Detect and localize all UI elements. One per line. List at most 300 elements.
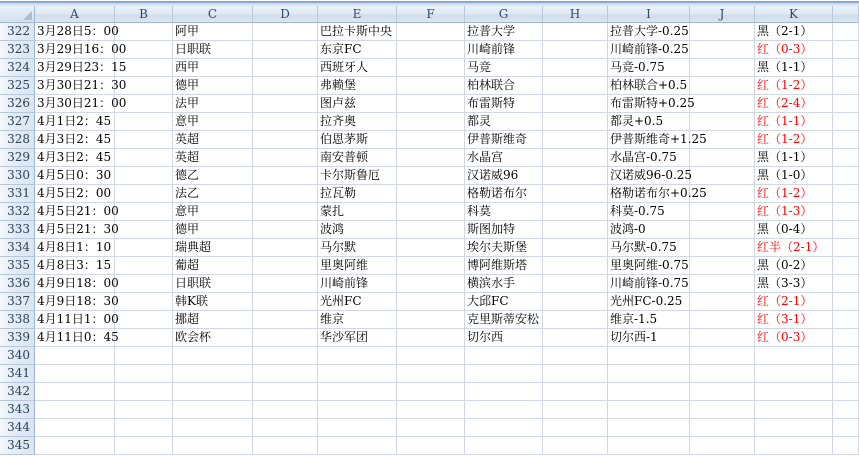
cell-H329[interactable] bbox=[543, 149, 608, 167]
cell-I332[interactable]: 科莫-0.75 bbox=[608, 203, 690, 221]
cell-I329[interactable]: 水晶宫-0.75 bbox=[608, 149, 690, 167]
cell-F322[interactable] bbox=[397, 23, 465, 41]
cell-E331[interactable]: 拉瓦勒 bbox=[318, 185, 397, 203]
cell-G327[interactable]: 都灵 bbox=[465, 113, 543, 131]
cell-partial343[interactable] bbox=[833, 401, 859, 419]
cell-A329[interactable]: 4月3日2：45 bbox=[35, 149, 115, 167]
cell-A327[interactable]: 4月1日2：45 bbox=[35, 113, 115, 131]
cell-G330[interactable]: 汉诺威96 bbox=[465, 167, 543, 185]
cell-H335[interactable] bbox=[543, 257, 608, 275]
cell-K326[interactable]: 红（2-4） bbox=[755, 95, 833, 113]
cell-J337[interactable] bbox=[690, 293, 755, 311]
cell-B328[interactable] bbox=[115, 131, 173, 149]
cell-partial333[interactable] bbox=[833, 221, 859, 239]
cell-I333[interactable]: 波鸿-0 bbox=[608, 221, 690, 239]
row-header-326[interactable]: 326 bbox=[0, 95, 35, 113]
column-header-J[interactable]: J bbox=[690, 6, 755, 23]
cell-I338[interactable]: 维京-1.5 bbox=[608, 311, 690, 329]
cell-F336[interactable] bbox=[397, 275, 465, 293]
cell-partial345[interactable] bbox=[833, 437, 859, 455]
cell-J339[interactable] bbox=[690, 329, 755, 347]
cell-F335[interactable] bbox=[397, 257, 465, 275]
row-header-344[interactable]: 344 bbox=[0, 419, 35, 437]
cell-G335[interactable]: 博阿维斯塔 bbox=[465, 257, 543, 275]
cell-H322[interactable] bbox=[543, 23, 608, 41]
cell-partial331[interactable] bbox=[833, 185, 859, 203]
cell-C329[interactable]: 英超 bbox=[173, 149, 253, 167]
cell-D328[interactable] bbox=[253, 131, 318, 149]
cell-partial341[interactable] bbox=[833, 365, 859, 383]
cell-H323[interactable] bbox=[543, 41, 608, 59]
row-header-327[interactable]: 327 bbox=[0, 113, 35, 131]
cell-H325[interactable] bbox=[543, 77, 608, 95]
cell-I326[interactable]: 布雷斯特+0.25 bbox=[608, 95, 690, 113]
cell-K340[interactable] bbox=[755, 347, 833, 365]
cell-G323[interactable]: 川崎前锋 bbox=[465, 41, 543, 59]
cell-F331[interactable] bbox=[397, 185, 465, 203]
cell-C345[interactable] bbox=[173, 437, 253, 455]
row-header-324[interactable]: 324 bbox=[0, 59, 35, 77]
cell-H334[interactable] bbox=[543, 239, 608, 257]
cell-F340[interactable] bbox=[397, 347, 465, 365]
row-header-341[interactable]: 341 bbox=[0, 365, 35, 383]
cell-partial324[interactable] bbox=[833, 59, 859, 77]
cell-partial335[interactable] bbox=[833, 257, 859, 275]
cell-A323[interactable]: 3月29日16：00 bbox=[35, 41, 115, 59]
row-header-330[interactable]: 330 bbox=[0, 167, 35, 185]
row-header-334[interactable]: 334 bbox=[0, 239, 35, 257]
cell-E345[interactable] bbox=[318, 437, 397, 455]
cell-E327[interactable]: 拉齐奥 bbox=[318, 113, 397, 131]
select-all-corner[interactable] bbox=[0, 6, 35, 23]
cell-D334[interactable] bbox=[253, 239, 318, 257]
cell-D343[interactable] bbox=[253, 401, 318, 419]
cell-J323[interactable] bbox=[690, 41, 755, 59]
cell-J332[interactable] bbox=[690, 203, 755, 221]
cell-E342[interactable] bbox=[318, 383, 397, 401]
cell-H338[interactable] bbox=[543, 311, 608, 329]
cell-E324[interactable]: 西班牙人 bbox=[318, 59, 397, 77]
cell-C326[interactable]: 法甲 bbox=[173, 95, 253, 113]
cell-F337[interactable] bbox=[397, 293, 465, 311]
cell-J322[interactable] bbox=[690, 23, 755, 41]
cell-E343[interactable] bbox=[318, 401, 397, 419]
column-header-D[interactable]: D bbox=[253, 6, 318, 23]
cell-F345[interactable] bbox=[397, 437, 465, 455]
cell-G338[interactable]: 克里斯蒂安松 bbox=[465, 311, 543, 329]
cell-G329[interactable]: 水晶宫 bbox=[465, 149, 543, 167]
cell-partial323[interactable] bbox=[833, 41, 859, 59]
cell-J330[interactable] bbox=[690, 167, 755, 185]
cell-E338[interactable]: 维京 bbox=[318, 311, 397, 329]
cell-partial344[interactable] bbox=[833, 419, 859, 437]
cell-J344[interactable] bbox=[690, 419, 755, 437]
cell-A339[interactable]: 4月11日0：45 bbox=[35, 329, 115, 347]
cell-partial328[interactable] bbox=[833, 131, 859, 149]
row-header-322[interactable]: 322 bbox=[0, 23, 35, 41]
cell-partial330[interactable] bbox=[833, 167, 859, 185]
cell-K338[interactable]: 红（3-1） bbox=[755, 311, 833, 329]
cell-J341[interactable] bbox=[690, 365, 755, 383]
cell-partial336[interactable] bbox=[833, 275, 859, 293]
cell-F344[interactable] bbox=[397, 419, 465, 437]
cell-K325[interactable]: 红（1-2） bbox=[755, 77, 833, 95]
row-header-338[interactable]: 338 bbox=[0, 311, 35, 329]
cell-A337[interactable]: 4月9日18：30 bbox=[35, 293, 115, 311]
cell-C341[interactable] bbox=[173, 365, 253, 383]
cell-H336[interactable] bbox=[543, 275, 608, 293]
cell-B345[interactable] bbox=[115, 437, 173, 455]
cell-B330[interactable] bbox=[115, 167, 173, 185]
cell-H337[interactable] bbox=[543, 293, 608, 311]
cell-K331[interactable]: 红（1-2） bbox=[755, 185, 833, 203]
cell-A341[interactable] bbox=[35, 365, 115, 383]
cell-G344[interactable] bbox=[465, 419, 543, 437]
cell-B344[interactable] bbox=[115, 419, 173, 437]
cell-I334[interactable]: 马尔默-0.75 bbox=[608, 239, 690, 257]
cell-B329[interactable] bbox=[115, 149, 173, 167]
cell-E341[interactable] bbox=[318, 365, 397, 383]
cell-I342[interactable] bbox=[608, 383, 690, 401]
cell-B333[interactable] bbox=[115, 221, 173, 239]
cell-E325[interactable]: 弗赖堡 bbox=[318, 77, 397, 95]
cell-A342[interactable] bbox=[35, 383, 115, 401]
cell-C332[interactable]: 意甲 bbox=[173, 203, 253, 221]
cell-K335[interactable]: 黑（0-2） bbox=[755, 257, 833, 275]
cell-B334[interactable] bbox=[115, 239, 173, 257]
row-header-339[interactable]: 339 bbox=[0, 329, 35, 347]
cell-C328[interactable]: 英超 bbox=[173, 131, 253, 149]
cell-D338[interactable] bbox=[253, 311, 318, 329]
cell-F332[interactable] bbox=[397, 203, 465, 221]
cell-G331[interactable]: 格勒诺布尔 bbox=[465, 185, 543, 203]
cell-A344[interactable] bbox=[35, 419, 115, 437]
cell-A332[interactable]: 4月5日21：00 bbox=[35, 203, 115, 221]
cell-J333[interactable] bbox=[690, 221, 755, 239]
cell-B339[interactable] bbox=[115, 329, 173, 347]
cell-G341[interactable] bbox=[465, 365, 543, 383]
cell-A330[interactable]: 4月5日0：30 bbox=[35, 167, 115, 185]
cell-B336[interactable] bbox=[115, 275, 173, 293]
cell-F326[interactable] bbox=[397, 95, 465, 113]
cell-E336[interactable]: 川崎前锋 bbox=[318, 275, 397, 293]
cell-K341[interactable] bbox=[755, 365, 833, 383]
cell-A325[interactable]: 3月30日21：30 bbox=[35, 77, 115, 95]
column-header-I[interactable]: I bbox=[608, 6, 690, 23]
cell-K322[interactable]: 黑（2-1） bbox=[755, 23, 833, 41]
cell-J324[interactable] bbox=[690, 59, 755, 77]
cell-J340[interactable] bbox=[690, 347, 755, 365]
cell-G345[interactable] bbox=[465, 437, 543, 455]
cell-H343[interactable] bbox=[543, 401, 608, 419]
cell-K333[interactable]: 黑（0-4） bbox=[755, 221, 833, 239]
cell-C325[interactable]: 德甲 bbox=[173, 77, 253, 95]
cell-C333[interactable]: 德甲 bbox=[173, 221, 253, 239]
cell-I340[interactable] bbox=[608, 347, 690, 365]
cell-K327[interactable]: 红（1-1） bbox=[755, 113, 833, 131]
cell-B335[interactable] bbox=[115, 257, 173, 275]
cell-E323[interactable]: 东京FC bbox=[318, 41, 397, 59]
cell-K332[interactable]: 红（1-3） bbox=[755, 203, 833, 221]
cell-I327[interactable]: 都灵+0.5 bbox=[608, 113, 690, 131]
cell-H341[interactable] bbox=[543, 365, 608, 383]
cell-J335[interactable] bbox=[690, 257, 755, 275]
cell-F338[interactable] bbox=[397, 311, 465, 329]
cell-D335[interactable] bbox=[253, 257, 318, 275]
cell-H339[interactable] bbox=[543, 329, 608, 347]
cell-D333[interactable] bbox=[253, 221, 318, 239]
cell-K343[interactable] bbox=[755, 401, 833, 419]
column-header-G[interactable]: G bbox=[465, 6, 543, 23]
cell-A324[interactable]: 3月29日23：15 bbox=[35, 59, 115, 77]
cell-D344[interactable] bbox=[253, 419, 318, 437]
cell-A345[interactable] bbox=[35, 437, 115, 455]
cell-D327[interactable] bbox=[253, 113, 318, 131]
cell-G324[interactable]: 马竞 bbox=[465, 59, 543, 77]
cell-E332[interactable]: 蒙扎 bbox=[318, 203, 397, 221]
cell-C342[interactable] bbox=[173, 383, 253, 401]
cell-I330[interactable]: 汉诺威96-0.25 bbox=[608, 167, 690, 185]
cell-K342[interactable] bbox=[755, 383, 833, 401]
cell-B341[interactable] bbox=[115, 365, 173, 383]
cell-E335[interactable]: 里奥阿维 bbox=[318, 257, 397, 275]
cell-F325[interactable] bbox=[397, 77, 465, 95]
cell-K324[interactable]: 黑（1-1） bbox=[755, 59, 833, 77]
cell-A334[interactable]: 4月8日1：10 bbox=[35, 239, 115, 257]
cell-partial329[interactable] bbox=[833, 149, 859, 167]
cell-E344[interactable] bbox=[318, 419, 397, 437]
cell-G332[interactable]: 科莫 bbox=[465, 203, 543, 221]
cell-J329[interactable] bbox=[690, 149, 755, 167]
cell-partial337[interactable] bbox=[833, 293, 859, 311]
cell-I345[interactable] bbox=[608, 437, 690, 455]
cell-E322[interactable]: 巴拉卡斯中央 bbox=[318, 23, 397, 41]
row-header-336[interactable]: 336 bbox=[0, 275, 35, 293]
cell-F327[interactable] bbox=[397, 113, 465, 131]
cell-G328[interactable]: 伊普斯维奇 bbox=[465, 131, 543, 149]
cell-E339[interactable]: 华沙军团 bbox=[318, 329, 397, 347]
cell-H333[interactable] bbox=[543, 221, 608, 239]
cell-D340[interactable] bbox=[253, 347, 318, 365]
cell-H324[interactable] bbox=[543, 59, 608, 77]
column-header-K[interactable]: K bbox=[755, 6, 833, 23]
cell-I328[interactable]: 伊普斯维奇+1.25 bbox=[608, 131, 690, 149]
cell-B331[interactable] bbox=[115, 185, 173, 203]
cell-partial327[interactable] bbox=[833, 113, 859, 131]
cell-F328[interactable] bbox=[397, 131, 465, 149]
cell-I331[interactable]: 格勒诺布尔+0.25 bbox=[608, 185, 690, 203]
cell-C324[interactable]: 西甲 bbox=[173, 59, 253, 77]
cell-partial326[interactable] bbox=[833, 95, 859, 113]
cell-A326[interactable]: 3月30日21：00 bbox=[35, 95, 115, 113]
cell-G334[interactable]: 埃尔夫斯堡 bbox=[465, 239, 543, 257]
cell-A340[interactable] bbox=[35, 347, 115, 365]
row-header-331[interactable]: 331 bbox=[0, 185, 35, 203]
cell-D330[interactable] bbox=[253, 167, 318, 185]
cell-C338[interactable]: 挪超 bbox=[173, 311, 253, 329]
cell-H327[interactable] bbox=[543, 113, 608, 131]
cell-F341[interactable] bbox=[397, 365, 465, 383]
cell-D339[interactable] bbox=[253, 329, 318, 347]
cell-F342[interactable] bbox=[397, 383, 465, 401]
cell-K323[interactable]: 红（0-3） bbox=[755, 41, 833, 59]
cell-G337[interactable]: 大邱FC bbox=[465, 293, 543, 311]
cell-D325[interactable] bbox=[253, 77, 318, 95]
cell-C339[interactable]: 欧会杯 bbox=[173, 329, 253, 347]
cell-I325[interactable]: 柏林联合+0.5 bbox=[608, 77, 690, 95]
cell-C331[interactable]: 法乙 bbox=[173, 185, 253, 203]
cell-E333[interactable]: 波鸿 bbox=[318, 221, 397, 239]
cell-C334[interactable]: 瑞典超 bbox=[173, 239, 253, 257]
cell-B337[interactable] bbox=[115, 293, 173, 311]
cell-I336[interactable]: 川崎前锋-0.75 bbox=[608, 275, 690, 293]
cell-H326[interactable] bbox=[543, 95, 608, 113]
cell-H344[interactable] bbox=[543, 419, 608, 437]
cell-F330[interactable] bbox=[397, 167, 465, 185]
cell-D336[interactable] bbox=[253, 275, 318, 293]
cell-B340[interactable] bbox=[115, 347, 173, 365]
column-header-partial[interactable] bbox=[833, 6, 859, 23]
cell-H331[interactable] bbox=[543, 185, 608, 203]
cell-G336[interactable]: 横滨水手 bbox=[465, 275, 543, 293]
cell-B342[interactable] bbox=[115, 383, 173, 401]
cell-J334[interactable] bbox=[690, 239, 755, 257]
cell-C330[interactable]: 德乙 bbox=[173, 167, 253, 185]
row-header-345[interactable]: 345 bbox=[0, 437, 35, 455]
cell-D326[interactable] bbox=[253, 95, 318, 113]
cell-G326[interactable]: 布雷斯特 bbox=[465, 95, 543, 113]
row-header-340[interactable]: 340 bbox=[0, 347, 35, 365]
cell-A328[interactable]: 4月3日2：45 bbox=[35, 131, 115, 149]
cell-G322[interactable]: 拉普大学 bbox=[465, 23, 543, 41]
cell-H342[interactable] bbox=[543, 383, 608, 401]
cell-C336[interactable]: 日职联 bbox=[173, 275, 253, 293]
cell-K329[interactable]: 黑（1-1） bbox=[755, 149, 833, 167]
cell-A343[interactable] bbox=[35, 401, 115, 419]
cell-J338[interactable] bbox=[690, 311, 755, 329]
cell-K344[interactable] bbox=[755, 419, 833, 437]
cell-K339[interactable]: 红（0-3） bbox=[755, 329, 833, 347]
cell-E340[interactable] bbox=[318, 347, 397, 365]
cell-C322[interactable]: 阿甲 bbox=[173, 23, 253, 41]
cell-D322[interactable] bbox=[253, 23, 318, 41]
cell-C337[interactable]: 韩K联 bbox=[173, 293, 253, 311]
cell-D329[interactable] bbox=[253, 149, 318, 167]
cell-F324[interactable] bbox=[397, 59, 465, 77]
cell-C323[interactable]: 日职联 bbox=[173, 41, 253, 59]
cell-K334[interactable]: 红半（2-1） bbox=[755, 239, 833, 257]
cell-partial334[interactable] bbox=[833, 239, 859, 257]
cell-H345[interactable] bbox=[543, 437, 608, 455]
cell-C340[interactable] bbox=[173, 347, 253, 365]
row-header-332[interactable]: 332 bbox=[0, 203, 35, 221]
cell-K336[interactable]: 黑（3-3） bbox=[755, 275, 833, 293]
cell-A336[interactable]: 4月9日18：00 bbox=[35, 275, 115, 293]
cell-G342[interactable] bbox=[465, 383, 543, 401]
column-header-E[interactable]: E bbox=[318, 6, 397, 23]
cell-D342[interactable] bbox=[253, 383, 318, 401]
row-header-325[interactable]: 325 bbox=[0, 77, 35, 95]
cell-G339[interactable]: 切尔西 bbox=[465, 329, 543, 347]
column-header-F[interactable]: F bbox=[397, 6, 465, 23]
cell-B332[interactable] bbox=[115, 203, 173, 221]
cell-D332[interactable] bbox=[253, 203, 318, 221]
cell-I344[interactable] bbox=[608, 419, 690, 437]
cell-D337[interactable] bbox=[253, 293, 318, 311]
cell-A338[interactable]: 4月11日1：00 bbox=[35, 311, 115, 329]
cell-A322[interactable]: 3月28日5：00 bbox=[35, 23, 115, 41]
cell-H330[interactable] bbox=[543, 167, 608, 185]
cell-E329[interactable]: 南安普顿 bbox=[318, 149, 397, 167]
cell-J326[interactable] bbox=[690, 95, 755, 113]
row-header-342[interactable]: 342 bbox=[0, 383, 35, 401]
cell-D324[interactable] bbox=[253, 59, 318, 77]
cell-G340[interactable] bbox=[465, 347, 543, 365]
cell-partial342[interactable] bbox=[833, 383, 859, 401]
cell-C343[interactable] bbox=[173, 401, 253, 419]
cell-C344[interactable] bbox=[173, 419, 253, 437]
cell-J325[interactable] bbox=[690, 77, 755, 95]
cell-partial322[interactable] bbox=[833, 23, 859, 41]
cell-K345[interactable] bbox=[755, 437, 833, 455]
cell-I343[interactable] bbox=[608, 401, 690, 419]
cell-I341[interactable] bbox=[608, 365, 690, 383]
cell-I335[interactable]: 里奥阿维-0.75 bbox=[608, 257, 690, 275]
row-header-337[interactable]: 337 bbox=[0, 293, 35, 311]
row-header-343[interactable]: 343 bbox=[0, 401, 35, 419]
cell-J343[interactable] bbox=[690, 401, 755, 419]
cell-E334[interactable]: 马尔默 bbox=[318, 239, 397, 257]
cell-I339[interactable]: 切尔西-1 bbox=[608, 329, 690, 347]
cell-I324[interactable]: 马竞-0.75 bbox=[608, 59, 690, 77]
cell-K328[interactable]: 红（1-2） bbox=[755, 131, 833, 149]
column-header-C[interactable]: C bbox=[173, 6, 253, 23]
cell-E330[interactable]: 卡尔斯鲁厄 bbox=[318, 167, 397, 185]
cell-B327[interactable] bbox=[115, 113, 173, 131]
row-header-335[interactable]: 335 bbox=[0, 257, 35, 275]
cell-B343[interactable] bbox=[115, 401, 173, 419]
cell-G343[interactable] bbox=[465, 401, 543, 419]
cell-E337[interactable]: 光州FC bbox=[318, 293, 397, 311]
cell-E328[interactable]: 伯恩茅斯 bbox=[318, 131, 397, 149]
row-header-328[interactable]: 328 bbox=[0, 131, 35, 149]
cell-G333[interactable]: 斯图加特 bbox=[465, 221, 543, 239]
cell-partial332[interactable] bbox=[833, 203, 859, 221]
cell-I323[interactable]: 川崎前锋-0.25 bbox=[608, 41, 690, 59]
column-header-A[interactable]: A bbox=[35, 6, 115, 23]
cell-K337[interactable]: 红（2-1） bbox=[755, 293, 833, 311]
cell-B322[interactable] bbox=[115, 23, 173, 41]
cell-C335[interactable]: 葡超 bbox=[173, 257, 253, 275]
cell-F333[interactable] bbox=[397, 221, 465, 239]
cell-A335[interactable]: 4月8日3：15 bbox=[35, 257, 115, 275]
column-header-H[interactable]: H bbox=[543, 6, 608, 23]
cell-I337[interactable]: 光州FC-0.25 bbox=[608, 293, 690, 311]
cell-B338[interactable] bbox=[115, 311, 173, 329]
cell-A331[interactable]: 4月5日2：00 bbox=[35, 185, 115, 203]
cell-D345[interactable] bbox=[253, 437, 318, 455]
row-header-329[interactable]: 329 bbox=[0, 149, 35, 167]
cell-I322[interactable]: 拉普大学-0.25 bbox=[608, 23, 690, 41]
row-header-323[interactable]: 323 bbox=[0, 41, 35, 59]
cell-partial325[interactable] bbox=[833, 77, 859, 95]
cell-E326[interactable]: 图卢兹 bbox=[318, 95, 397, 113]
cell-K330[interactable]: 黑（1-0） bbox=[755, 167, 833, 185]
row-header-333[interactable]: 333 bbox=[0, 221, 35, 239]
cell-D323[interactable] bbox=[253, 41, 318, 59]
cell-D331[interactable] bbox=[253, 185, 318, 203]
cell-partial340[interactable] bbox=[833, 347, 859, 365]
